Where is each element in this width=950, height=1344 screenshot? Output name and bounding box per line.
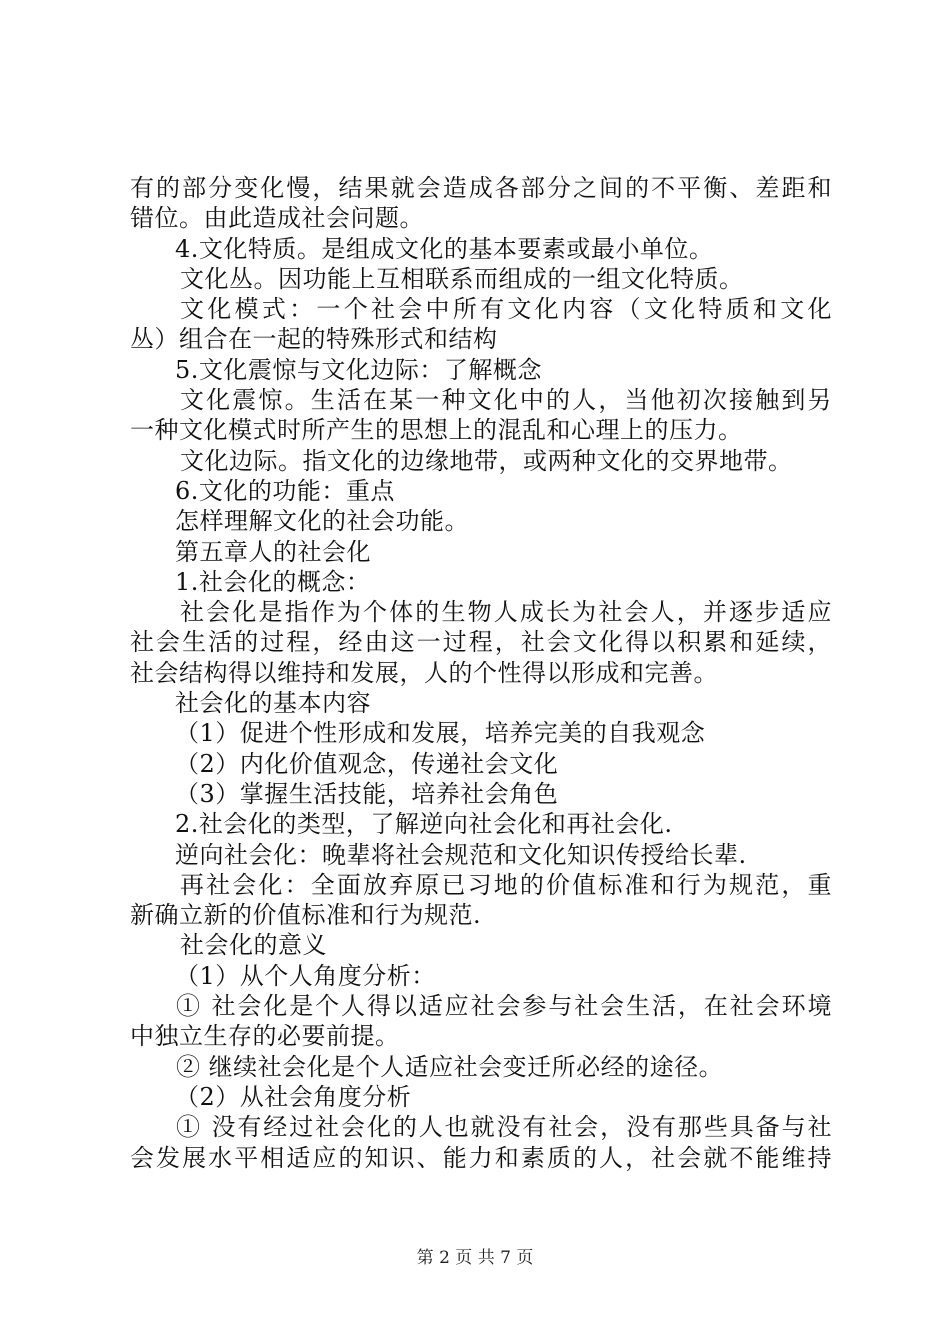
text-line: ② 继续社会化是个人适应社会变迁所必经的途径。 [176,1052,724,1081]
text-line: 文化震惊。生活在某一种文化中的人，当他初次接触到另 [180,386,832,415]
text-line: 错位。由此造成社会问题。 [130,204,424,233]
text-line: 文化丛。因功能上互相联系而组成的一组文化特质。 [180,264,744,293]
section-heading: 第五章人的社会化 [175,537,371,566]
text-line: 社会结构得以维持和发展，人的个性得以形成和完善。 [130,658,718,687]
document-body [130,173,832,1173]
text-line: （1）从个人角度分析： [175,961,436,990]
text-line: 怎样理解文化的社会功能。 [175,507,469,536]
text-line: 逆向社会化：晚辈将社会规范和文化知识传授给长辈. [175,840,747,869]
page-number: 第 2 页 共 7 页 [416,1248,534,1268]
text-line: （1）促进个性形成和发展，培养完美的自我观念 [175,719,706,748]
text-line: 社会化的基本内容 [175,689,371,718]
text-line: 2.社会化的类型，了解逆向社会化和再社会化. [175,810,673,839]
text-line: 会发展水平相适应的知识、能力和素质的人，社会就不能维持 [130,1143,832,1172]
text-line: 文化模式：一个社会中所有文化内容（文化特质和文化 [180,295,832,324]
text-line: 丛）组合在一起的特殊形式和结构 [130,325,498,354]
text-line: 新确立新的价值标准和行为规范. [130,901,482,930]
text-line: （2）内化价值观念，传递社会文化 [175,749,559,778]
text-line: ① 没有经过社会化的人也就没有社会，没有那些具备与社 [176,1113,832,1142]
text-line: 中独立生存的必要前提。 [130,1022,400,1051]
text-line: 4.文化特质。是组成文化的基本要素或最小单位。 [175,234,714,263]
text-line: 一种文化模式时所产生的思想上的混乱和心理上的压力。 [130,416,743,445]
text-line: （2）从社会角度分析 [175,1082,412,1111]
text-line: 社会生活的过程，经由这一过程，社会文化得以积累和延续， [130,628,832,657]
text-line: 6.文化的功能：重点 [175,476,395,505]
text-line: 有的部分变化慢，结果就会造成各部分之间的不平衡、差距和 [130,174,832,202]
text-line: （3）掌握生活技能，培养社会角色 [175,779,559,808]
text-line: 文化边际。指文化的边缘地带，或两种文化的交界地带。 [180,446,793,475]
text-line: ① 社会化是个人得以适应社会参与社会生活，在社会环境 [176,992,832,1021]
text-line: 1.社会化的概念： [175,567,371,596]
text-line: 社会化的意义 [180,931,327,960]
text-line: 社会化是指作为个体的生物人成长为社会人，并逐步适应 [180,598,832,627]
text-line: 再社会化：全面放弃原已习地的价值标准和行为规范，重 [180,870,832,899]
text-line: 5.文化震惊与文化边际：了解概念 [175,355,542,384]
